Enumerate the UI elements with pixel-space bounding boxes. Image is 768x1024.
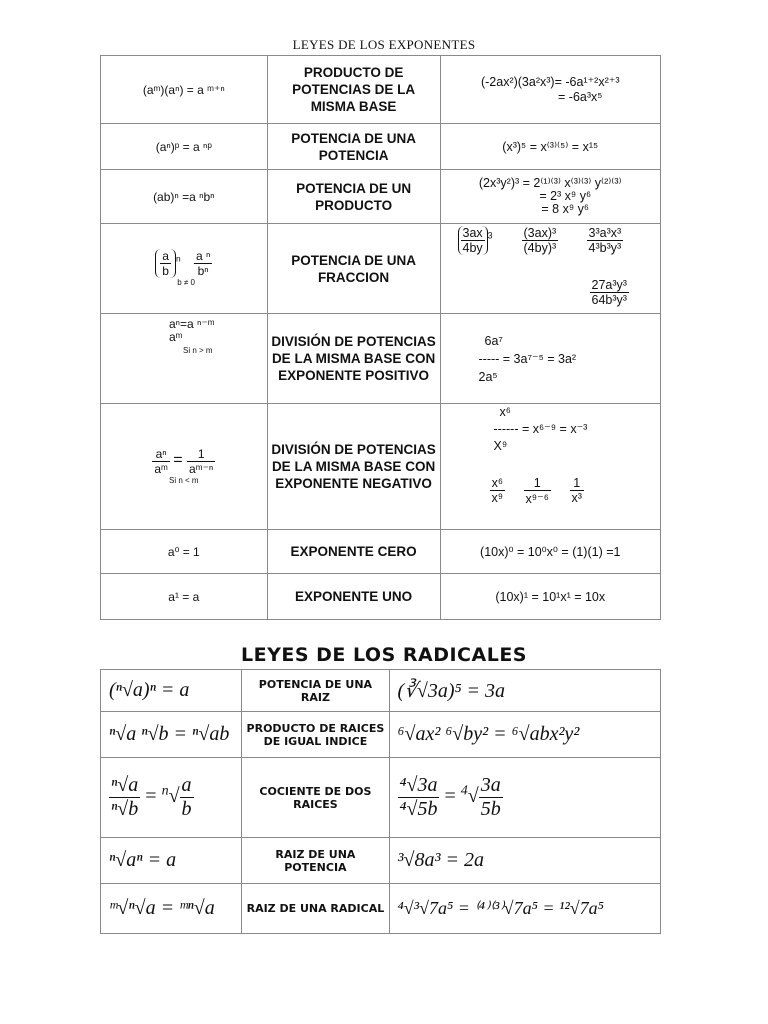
- example-cell: [440, 224, 661, 314]
- fraction-numerator: 1: [187, 447, 215, 462]
- table-row: [101, 404, 661, 530]
- example-cell: $\frac{\text{⁴√3a}}{\text{⁴√5b}}$ = $^4$√ $\frac{3a}{5b}$: [389, 758, 660, 838]
- rule-line: aⁿ=a ⁿ⁻ᵐ: [168, 317, 215, 331]
- example-cell: [440, 404, 661, 530]
- example-line: ----- = 3a⁷⁻⁵ = 3a²: [478, 351, 577, 366]
- law-name-cell: [242, 712, 389, 758]
- rule-text: a¹ = a: [168, 589, 200, 604]
- rule-fraction: [152, 447, 170, 476]
- example-line: ------ = x⁶⁻⁹ = x⁻³: [493, 422, 588, 436]
- rule-result-fraction: [180, 774, 194, 821]
- parenthesized-fraction: [155, 249, 176, 278]
- law-name: PRODUCTO DE RAICES DE IGUAL INDICE: [246, 721, 385, 748]
- table-row: [101, 314, 661, 404]
- negative-exponent-rule: $\frac{\text{aⁿ}}{\text{aᵐ}}$ = $\frac{1}{\text{aᵐ⁻ⁿ}}$ Si n < m: [154, 447, 214, 485]
- rule-cell: [101, 670, 242, 712]
- table-row: [101, 124, 661, 170]
- fraction-numerator: 3a: [480, 774, 501, 796]
- rule-cell: [101, 712, 242, 758]
- example-fraction: [398, 774, 440, 821]
- example-fraction-d: [590, 278, 629, 307]
- law-name: RAIZ DE UNA RADICAL: [246, 902, 385, 915]
- fraction-denominator: aᵐ: [154, 462, 168, 476]
- fraction-denominator: x³: [571, 491, 582, 505]
- rule-result-fraction: [194, 249, 212, 278]
- fraction-numerator: x⁶: [490, 476, 506, 491]
- fraction-numerator: (3ax)³: [523, 226, 557, 240]
- rule-cell: [101, 170, 268, 224]
- example-line: (10x)⁰ = 10⁰x⁰ = (1)(1) =1: [480, 545, 621, 559]
- example-fraction-a: [458, 226, 493, 255]
- example-fraction-c: [587, 226, 624, 255]
- table-row: [101, 530, 661, 574]
- fraction-numerator: a: [162, 249, 169, 263]
- rule-line: aᵐ: [168, 330, 183, 344]
- law-name-cell: [267, 56, 440, 124]
- example-text: [444, 404, 658, 528]
- rule-text: (ⁿ√a)ⁿ = a: [109, 679, 190, 701]
- exponents-title: LEYES DE LOS EXPONENTES: [292, 37, 476, 52]
- example-text: (∛√3a)⁵ = 3a: [397, 680, 506, 702]
- fraction-denominator: bⁿ: [197, 264, 209, 278]
- example-text: ³√8a³ = 2a: [397, 849, 484, 871]
- rule-fraction: [160, 249, 171, 278]
- fraction-numerator: 3³a³x³: [588, 226, 622, 240]
- example-cell: [389, 838, 660, 884]
- example-fraction-a: [490, 476, 506, 505]
- rule-cell: $\frac{\text{ⁿ√a}}{\text{ⁿ√b}}$ = $^n$√ $\frac{a}{b}$: [101, 758, 242, 838]
- fraction-denominator: x⁹⁻⁶: [525, 492, 549, 506]
- fraction-numerator: a ⁿ: [195, 249, 211, 263]
- example-line: = 8 x⁹ y⁶: [541, 202, 590, 216]
- fraction-denominator: b: [181, 798, 192, 820]
- table-row: [101, 170, 661, 224]
- root-index: 4: [460, 783, 468, 799]
- rule-cell: [101, 224, 268, 314]
- example-line: X⁹: [493, 439, 508, 453]
- fraction-numerator: ⁴√3a: [399, 774, 438, 796]
- table-row: [101, 884, 661, 934]
- fraction-numerator: 1: [524, 476, 551, 491]
- example-cell: [389, 670, 660, 712]
- fraction-numerator: 3ax: [462, 226, 483, 240]
- fraction-power-rule: [155, 249, 212, 287]
- rule-cell: [101, 124, 268, 170]
- example-line: (x³)⁵ = x⁽³⁾⁽⁵⁾ = x¹⁵: [502, 140, 599, 154]
- table-row: [101, 56, 661, 124]
- example-cell: [440, 530, 661, 574]
- fraction-denominator: b: [162, 264, 169, 278]
- fraction-denominator: 5b: [480, 798, 501, 820]
- rule-cell: [101, 884, 242, 934]
- table-row: [101, 574, 661, 620]
- fraction-numerator: 1: [570, 476, 584, 491]
- example-fraction-b: [524, 476, 551, 506]
- law-name: COCIENTE DE DOS RAICES: [259, 784, 372, 811]
- radical-sign-icon: √: [467, 785, 479, 808]
- example-cell: [389, 712, 660, 758]
- table-row: [101, 758, 661, 838]
- rule-exponent: n: [175, 253, 181, 264]
- law-name-cell: [267, 530, 440, 574]
- table-row: [101, 224, 661, 314]
- example-result-fraction: [479, 774, 503, 821]
- example-line: 2a⁵: [478, 369, 498, 384]
- rule-text: ᵐ√ⁿ√a = ᵐⁿ√a: [109, 897, 215, 919]
- rule-cell: [101, 574, 268, 620]
- rule-condition: Si n > m: [182, 346, 213, 355]
- rule-condition: b ≠ 0: [177, 278, 195, 287]
- rule-cell: [101, 838, 242, 884]
- example-text: [479, 177, 622, 216]
- law-name-cell: [267, 314, 440, 404]
- fraction-numerator: aⁿ: [152, 447, 170, 462]
- example-division: [494, 404, 588, 455]
- fraction-denominator: ⁴√5b: [399, 798, 438, 820]
- example-text: [479, 332, 577, 386]
- law-name: EXPONENTE UNO: [295, 589, 413, 604]
- fraction-denominator: 64b³y³: [591, 293, 627, 307]
- law-name: RAIZ DE UNA POTENCIA: [275, 847, 356, 874]
- example-line: = 2³ x⁹ y⁶: [539, 189, 592, 203]
- rule-text: ⁿ√aⁿ = a: [109, 849, 177, 871]
- law-name-cell: [242, 670, 389, 712]
- law-name: POTENCIA DE UNA FRACCION: [291, 252, 416, 285]
- example-cell: [440, 170, 661, 224]
- example-text: [444, 226, 658, 312]
- fraction-denominator: (4by)³: [523, 241, 557, 255]
- example-line: (2x³y²)³ = 2⁽¹⁾⁽³⁾ x⁽³⁾⁽³⁾ y⁽²⁾⁽³⁾: [478, 176, 622, 190]
- fraction-numerator: ⁿ√a: [111, 774, 139, 796]
- rule-condition: Si n < m: [169, 476, 199, 485]
- example-line: (10x)¹ = 10¹x¹ = 10x: [495, 589, 606, 604]
- example-line: (-2ax²)(3a²x³)= -6a¹⁺²x²⁺³: [480, 74, 620, 89]
- rule-text: (ab)ⁿ =a ⁿbⁿ: [153, 189, 215, 204]
- root-index: n: [161, 783, 169, 799]
- radicals-title: LEYES DE LOS RADICALES: [241, 644, 527, 666]
- table-row: [101, 712, 661, 758]
- example-text: ⁶√ax² ⁶√by² = ⁶√abx²y²: [397, 723, 580, 745]
- law-name: POTENCIA DE UNA POTENCIA: [291, 130, 416, 163]
- exponents-table: [100, 55, 661, 620]
- example-cell: [440, 56, 661, 124]
- law-name: POTENCIA DE UN PRODUCTO: [296, 180, 412, 213]
- example-cell: [440, 574, 661, 620]
- example-fraction-b: [522, 226, 559, 255]
- law-name: PRODUCTO DE POTENCIAS DE LA MISMA BASE: [292, 65, 416, 114]
- table-row: [101, 670, 661, 712]
- rule-text: (aⁿ)ᵖ = a ⁿᵖ: [155, 139, 212, 154]
- example-cell: [440, 314, 661, 404]
- example-exponent: 3: [487, 230, 493, 241]
- rule-cell: [101, 404, 268, 530]
- example-line: 6a⁷: [484, 333, 503, 348]
- example-line: = -6a³x⁵: [558, 89, 603, 104]
- fraction-denominator: 4³b³y³: [588, 241, 622, 255]
- example-cell: [440, 124, 661, 170]
- rule-text: (aᵐ)(aⁿ) = a ᵐ⁺ⁿ: [142, 82, 225, 97]
- law-name-cell: [242, 758, 389, 838]
- rule-cell: [101, 56, 268, 124]
- law-name-cell: [267, 124, 440, 170]
- law-name: EXPONENTE CERO: [290, 544, 417, 559]
- law-name: POTENCIA DE UNA RAIZ: [258, 677, 373, 704]
- law-name-cell: [267, 170, 440, 224]
- example-text: [481, 75, 620, 105]
- example-line: x⁶: [499, 405, 511, 419]
- law-name-cell: [267, 404, 440, 530]
- fraction-numerator: a: [181, 774, 192, 796]
- rule-text: ⁿ√a ⁿ√b = ⁿ√ab: [109, 723, 230, 745]
- example-fraction-c: [570, 476, 584, 505]
- fraction-denominator: x⁹: [491, 491, 504, 505]
- fraction-denominator: ⁿ√b: [111, 798, 139, 820]
- law-name-cell: [242, 838, 389, 884]
- example-text: ⁴√³√7a⁵ = ⁽⁴⁾⁽³⁾√7a⁵ = ¹²√7a⁵: [397, 898, 604, 918]
- table-row: [101, 838, 661, 884]
- rule-text: a⁰ = 1: [167, 544, 200, 559]
- rule-cell: [101, 314, 268, 404]
- law-name-cell: [267, 574, 440, 620]
- example-cell: [389, 884, 660, 934]
- law-name: DIVISIÓN DE POTENCIAS DE LA MISMA BASE CON EXPONENTE NEGATIVO: [271, 442, 436, 491]
- law-name: DIVISIÓN DE POTENCIAS DE LA MISMA BASE CON EXPONENTE POSITIVO: [271, 334, 436, 383]
- rule-result-fraction: [187, 447, 215, 476]
- fraction-numerator: 27a³y³: [591, 278, 627, 292]
- fraction-denominator: aᵐ⁻ⁿ: [189, 462, 214, 476]
- rule-cell: [101, 530, 268, 574]
- law-name-cell: [242, 884, 389, 934]
- radicals-table: [100, 669, 661, 934]
- law-name-cell: [267, 224, 440, 314]
- rule-text: [153, 318, 215, 357]
- rule-fraction: [109, 774, 140, 821]
- fraction-denominator: 4by: [462, 241, 483, 255]
- radical-sign-icon: √: [168, 785, 180, 808]
